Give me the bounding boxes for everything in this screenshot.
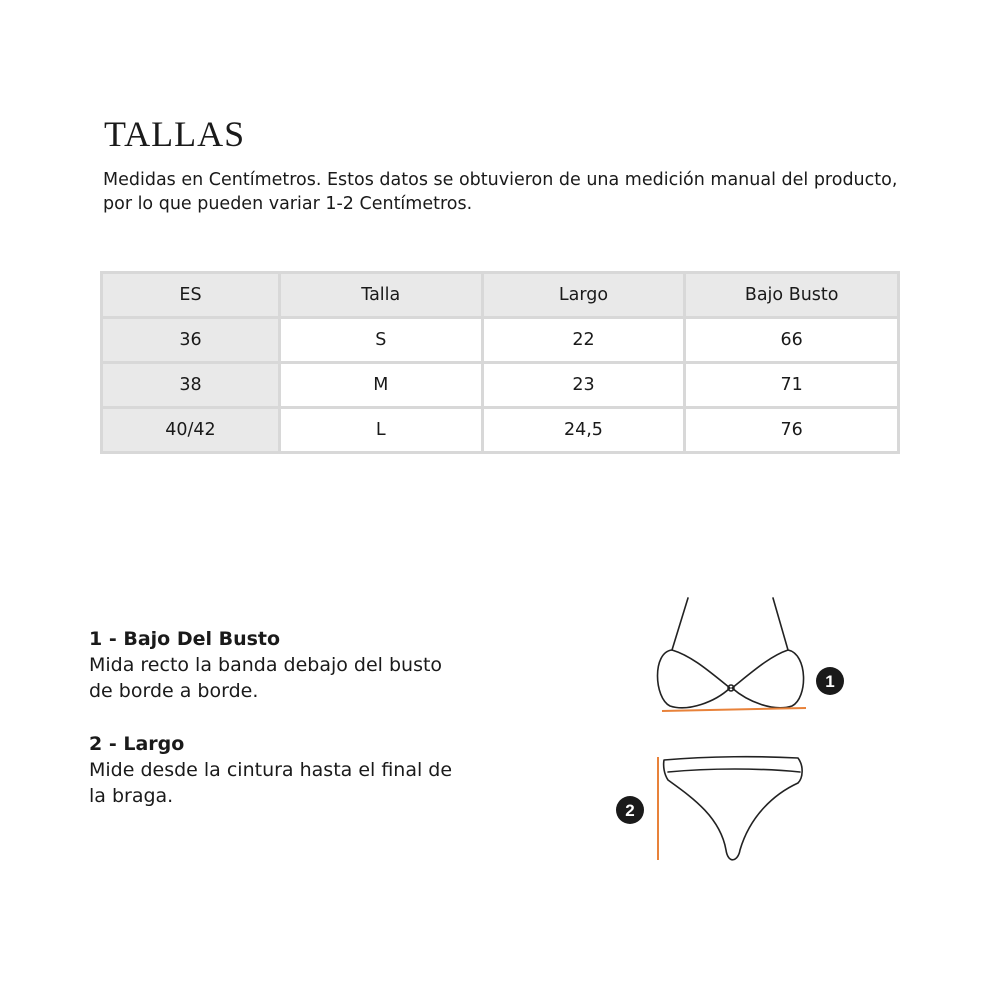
- cell-talla: M: [279, 363, 482, 408]
- cell-es: 40/42: [102, 408, 280, 453]
- guide-bajo-busto: [89, 626, 469, 704]
- table-row: [102, 318, 899, 363]
- cell-bajo-busto: 71: [685, 363, 899, 408]
- table-row: [102, 363, 899, 408]
- cell-largo: 23: [482, 363, 685, 408]
- cell-largo: 22: [482, 318, 685, 363]
- page-subtitle: Medidas en Centímetros. Estos datos se obtuvieron de una medición manual del producto, por lo que pueden variar 1-2 Centímetros.: [103, 170, 898, 214]
- header-talla: Talla: [279, 273, 482, 318]
- cell-bajo-busto: 76: [685, 408, 899, 453]
- cell-talla: S: [279, 318, 482, 363]
- size-table: [100, 271, 900, 454]
- bra-outline-icon: [658, 598, 804, 708]
- cell-largo: 24,5: [482, 408, 685, 453]
- guide-text: Mida recto la banda debajo del busto de borde a borde.: [89, 654, 443, 702]
- cell-es: 36: [102, 318, 280, 363]
- marker-2-label: 2: [625, 801, 635, 820]
- table-header-row: [102, 273, 899, 318]
- cell-talla: L: [279, 408, 482, 453]
- cell-es: 38: [102, 363, 280, 408]
- measurement-illustration: [560, 580, 900, 890]
- guide-heading: 2 - Largo: [89, 733, 185, 755]
- table-row: [102, 408, 899, 453]
- marker-1: [816, 667, 844, 695]
- header-es: ES: [102, 273, 280, 318]
- brief-outline-icon: [664, 757, 802, 860]
- guide-heading: 1 - Bajo Del Busto: [89, 628, 281, 650]
- header-largo: Largo: [482, 273, 685, 318]
- header-bajo-busto: Bajo Busto: [685, 273, 899, 318]
- guide-largo: [89, 731, 469, 809]
- page-title: TALLAS: [104, 114, 246, 154]
- marker-2: [616, 796, 644, 824]
- marker-1-label: 1: [825, 672, 835, 691]
- cell-bajo-busto: 66: [685, 318, 899, 363]
- guide-text: Mide desde la cintura hasta el final de la braga.: [89, 759, 453, 807]
